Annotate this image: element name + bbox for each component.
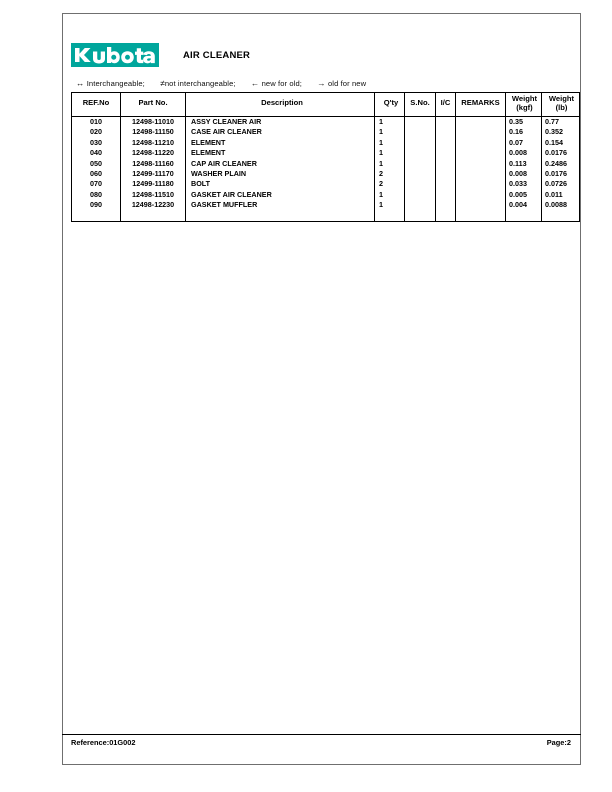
cell-remarks (456, 148, 506, 158)
cell-remarks (456, 127, 506, 137)
column-header-weight-lb (542, 93, 580, 117)
empty-cell (542, 211, 580, 222)
cell-part-no: 12499-11170 (121, 169, 186, 179)
cell-qty: 1 (375, 148, 405, 158)
double-arrow-icon: ↔ (76, 78, 85, 88)
cell-weight-kgf: 0.005 (506, 190, 542, 200)
cell-weight-lb: 0.352 (542, 127, 580, 137)
cell-s-no (405, 159, 436, 169)
empty-cell (72, 211, 121, 222)
cell-ref-no: 060 (72, 169, 121, 179)
parts-table (71, 92, 580, 222)
cell-description: CAP AIR CLEANER (186, 159, 375, 169)
cell-remarks (456, 179, 506, 189)
page-footer (71, 738, 571, 747)
cell-weight-lb: 0.0176 (542, 148, 580, 158)
column-header-remarks: REMARKS (456, 93, 506, 117)
cell-part-no: 12499-11180 (121, 179, 186, 189)
cell-ic (436, 148, 456, 158)
kubota-logo (71, 43, 159, 67)
cell-description: CASE AIR CLEANER (186, 127, 375, 137)
cell-s-no (405, 116, 436, 127)
symbol-legend (76, 78, 379, 88)
table-row (72, 138, 580, 148)
cell-qty: 1 (375, 200, 405, 210)
empty-cell (405, 211, 436, 222)
cell-weight-lb: 0.0088 (542, 200, 580, 210)
parts-table-container (71, 92, 575, 732)
table-row (72, 190, 580, 200)
column-header-ic: I/C (436, 93, 456, 117)
cell-description: ELEMENT (186, 148, 375, 158)
cell-weight-lb: 0.2486 (542, 159, 580, 169)
cell-ref-no: 080 (72, 190, 121, 200)
cell-ref-no: 020 (72, 127, 121, 137)
table-row (72, 127, 580, 137)
legend-label: Interchangeable; (86, 79, 145, 88)
cell-description: WASHER PLAIN (186, 169, 375, 179)
cell-remarks (456, 116, 506, 127)
cell-remarks (456, 159, 506, 169)
cell-weight-kgf: 0.004 (506, 200, 542, 210)
cell-remarks (456, 169, 506, 179)
cell-ic (436, 127, 456, 137)
parts-table-header (72, 93, 580, 117)
column-header-part-no: Part No. (121, 93, 186, 117)
cell-weight-kgf: 0.008 (506, 148, 542, 158)
empty-cell (506, 211, 542, 222)
weight-kgf-label: Weight (511, 94, 538, 103)
cell-weight-lb: 0.011 (542, 190, 580, 200)
cell-weight-lb: 0.77 (542, 116, 580, 127)
cell-qty: 2 (375, 179, 405, 189)
empty-cell (121, 211, 186, 222)
cell-ref-no: 040 (72, 148, 121, 158)
page-title: AIR CLEANER (183, 49, 251, 61)
column-header-ref-no: REF.No (72, 93, 121, 117)
weight-lb-unit: (lb) (555, 102, 568, 112)
cell-ic (436, 179, 456, 189)
legend-label: new for old; (261, 79, 303, 88)
cell-weight-lb: 0.0726 (542, 179, 580, 189)
cell-ic (436, 169, 456, 179)
column-header-s-no: S.No. (405, 93, 436, 117)
cell-ic (436, 138, 456, 148)
cell-ref-no: 070 (72, 179, 121, 189)
legend-item-interchangeable (76, 79, 145, 88)
cell-s-no (405, 148, 436, 158)
cell-description: GASKET AIR CLEANER (186, 190, 375, 200)
cell-ref-no: 030 (72, 138, 121, 148)
table-row (72, 148, 580, 158)
page-header (71, 40, 571, 70)
cell-weight-kgf: 0.113 (506, 159, 542, 169)
empty-cell (375, 211, 405, 222)
cell-description: GASKET MUFFLER (186, 200, 375, 210)
cell-s-no (405, 138, 436, 148)
column-header-weight-kgf (506, 93, 542, 117)
cell-ref-no: 010 (72, 116, 121, 127)
cell-ref-no: 090 (72, 200, 121, 210)
legend-item-old-for-new (317, 79, 366, 88)
cell-remarks (456, 138, 506, 148)
not-equal-icon: ≠ (160, 78, 165, 88)
legend-item-new-for-old (251, 79, 302, 88)
cell-part-no: 12498-11150 (121, 127, 186, 137)
cell-ic (436, 159, 456, 169)
empty-cell (436, 211, 456, 222)
cell-qty: 1 (375, 127, 405, 137)
legend-label: not interchangeable; (164, 79, 236, 88)
cell-s-no (405, 179, 436, 189)
cell-remarks (456, 200, 506, 210)
cell-weight-lb: 0.0176 (542, 169, 580, 179)
cell-weight-kgf: 0.033 (506, 179, 542, 189)
footer-page-number: Page:2 (546, 738, 571, 747)
table-empty-area (72, 211, 580, 222)
table-row (72, 179, 580, 189)
legend-label: old for new (327, 79, 367, 88)
empty-cell (186, 211, 375, 222)
cell-weight-kgf: 0.008 (506, 169, 542, 179)
right-arrow-icon: → (317, 78, 326, 88)
cell-ic (436, 200, 456, 210)
weight-kgf-unit: (kgf) (516, 102, 533, 112)
cell-part-no: 12498-11220 (121, 148, 186, 158)
legend-item-not-interchangeable (160, 79, 236, 88)
left-arrow-icon: ← (250, 78, 260, 88)
empty-cell (456, 211, 506, 222)
cell-s-no (405, 200, 436, 210)
cell-qty: 1 (375, 116, 405, 127)
parts-table-body (72, 116, 580, 221)
cell-ic (436, 190, 456, 200)
cell-description: ELEMENT (186, 138, 375, 148)
cell-part-no: 12498-11510 (121, 190, 186, 200)
cell-ic (436, 116, 456, 127)
cell-weight-lb: 0.154 (542, 138, 580, 148)
footer-divider (62, 734, 581, 735)
cell-part-no: 12498-11160 (121, 159, 186, 169)
column-header-qty: Q'ty (375, 93, 405, 117)
table-header-row (72, 93, 580, 117)
cell-s-no (405, 169, 436, 179)
table-row (72, 169, 580, 179)
cell-qty: 1 (375, 190, 405, 200)
cell-weight-kgf: 0.35 (506, 116, 542, 127)
cell-s-no (405, 190, 436, 200)
table-row (72, 200, 580, 210)
column-header-description: Description (186, 93, 375, 117)
cell-ref-no: 050 (72, 159, 121, 169)
table-row (72, 159, 580, 169)
cell-remarks (456, 190, 506, 200)
cell-part-no: 12498-11210 (121, 138, 186, 148)
cell-qty: 2 (375, 169, 405, 179)
cell-weight-kgf: 0.16 (506, 127, 542, 137)
cell-weight-kgf: 0.07 (506, 138, 542, 148)
cell-description: ASSY CLEANER AIR (186, 116, 375, 127)
cell-part-no: 12498-12230 (121, 200, 186, 210)
cell-part-no: 12498-11010 (121, 116, 186, 127)
cell-qty: 1 (375, 138, 405, 148)
cell-description: BOLT (186, 179, 375, 189)
table-row (72, 116, 580, 127)
cell-s-no (405, 127, 436, 137)
weight-lb-label: Weight (548, 94, 575, 103)
cell-qty: 1 (375, 159, 405, 169)
footer-reference: Reference:01G002 (71, 738, 136, 747)
